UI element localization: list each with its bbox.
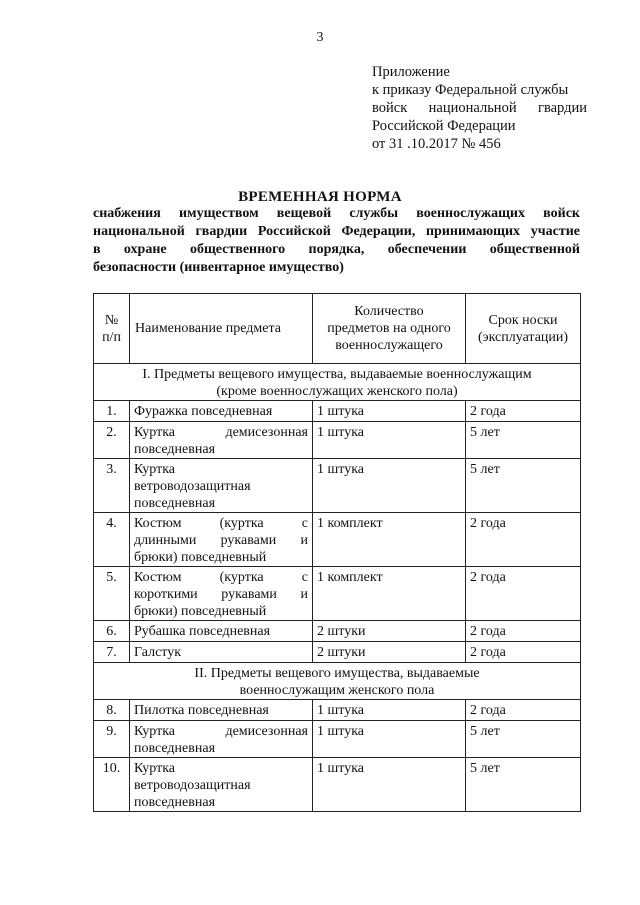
item-name-line: повседневная — [134, 442, 216, 457]
row-number: 1. — [94, 401, 130, 422]
item-name-line: длинными рукавами и — [134, 533, 308, 548]
section-row — [94, 364, 581, 401]
item-name-line: ветроводозащитная — [134, 778, 251, 793]
section-heading-line: I. Предметы вещевого имущества, выдаваемые военнослужащим — [142, 367, 532, 382]
item-name-line: брюки) повседневный — [134, 550, 267, 565]
row-number: 8. — [94, 700, 130, 721]
item-quantity: 1 комплект — [313, 567, 466, 621]
item-term: 2 года — [466, 567, 581, 621]
table-row — [94, 642, 581, 663]
item-name — [130, 700, 313, 721]
table-row — [94, 459, 581, 513]
section-row — [94, 663, 581, 700]
subtitle-line: в охране общественного порядка, обеспечении общественной — [93, 242, 580, 257]
item-quantity: 1 комплект — [313, 513, 466, 567]
item-quantity: 1 штука — [313, 700, 466, 721]
item-name-line: брюки) повседневный — [134, 604, 267, 619]
item-quantity: 1 штука — [313, 422, 466, 459]
header-quantity-line: Количество — [354, 304, 424, 319]
table-row — [94, 700, 581, 721]
item-name-line: Костюм (куртка с — [134, 570, 308, 585]
item-quantity: 1 штука — [313, 758, 466, 812]
item-name-line: повседневная — [134, 795, 216, 810]
item-name-line: Костюм (куртка с — [134, 516, 308, 531]
table-row — [94, 721, 581, 758]
item-name-line: Галстук — [134, 645, 182, 660]
document-subtitle — [93, 205, 580, 277]
appendix-line: Приложение — [372, 64, 450, 80]
subtitle-line: безопасности (инвентарное имущество) — [93, 260, 344, 275]
item-name-line: Куртка демисезонная — [134, 425, 308, 440]
item-name-line: Рубашка повседневная — [134, 624, 271, 639]
appendix-line: войск национальной гвардии — [372, 100, 587, 116]
item-term: 5 лет — [466, 459, 581, 513]
item-term: 2 года — [466, 642, 581, 663]
header-term-line: Срок носки — [488, 312, 558, 328]
item-name-line: повседневная — [134, 496, 216, 511]
item-name-line: повседневная — [134, 741, 216, 756]
page-number: 3 — [316, 30, 324, 45]
subtitle-line: снабжения имуществом вещевой службы военнослужащих войск — [93, 206, 580, 221]
section-1-heading — [94, 364, 581, 401]
row-number: 7. — [94, 642, 130, 663]
appendix-line: к приказу Федеральной службы — [372, 82, 569, 98]
header-term-line: (эксплуатации) — [477, 329, 569, 345]
item-quantity: 1 штука — [313, 401, 466, 422]
item-term: 2 года — [466, 700, 581, 721]
row-number: 4. — [94, 513, 130, 567]
item-quantity: 2 штуки — [313, 621, 466, 642]
appendix-line: Российской Федерации — [372, 118, 516, 134]
item-term: 2 года — [466, 621, 581, 642]
header-quantity-line: военнослужащего — [335, 338, 443, 353]
document-title: ВРЕМЕННАЯ НОРМА — [238, 189, 402, 205]
row-number: 10. — [94, 758, 130, 812]
header-quantity-line: предметов на одного — [327, 321, 451, 336]
item-quantity: 1 штука — [313, 459, 466, 513]
row-number: 3. — [94, 459, 130, 513]
section-2-heading — [94, 663, 581, 700]
section-heading-line: военнослужащим женского пола — [239, 683, 435, 698]
table-row — [94, 401, 581, 422]
header-name: Наименование предмета — [130, 294, 313, 364]
table-row — [94, 567, 581, 621]
item-term: 2 года — [466, 513, 581, 567]
item-name-line: Пилотка повседневная — [134, 703, 269, 718]
section-heading-line: (кроме военнослужащих женского пола) — [216, 384, 458, 399]
item-name — [130, 567, 313, 621]
item-term: 5 лет — [466, 758, 581, 812]
item-name — [130, 721, 313, 758]
header-term — [466, 294, 581, 364]
table-row — [94, 758, 581, 812]
item-name-line: короткими рукавами и — [134, 587, 308, 602]
row-number: 5. — [94, 567, 130, 621]
item-term: 5 лет — [466, 721, 581, 758]
header-quantity — [313, 294, 466, 364]
item-name-line: Куртка — [134, 761, 176, 776]
table-row — [94, 422, 581, 459]
header-number — [94, 294, 130, 364]
appendix-order-line: от 31 .10.2017 № 456 — [372, 136, 501, 152]
row-number: 2. — [94, 422, 130, 459]
item-name — [130, 642, 313, 663]
item-name — [130, 401, 313, 422]
row-number: 9. — [94, 721, 130, 758]
table-row — [94, 513, 581, 567]
table-row — [94, 621, 581, 642]
item-name — [130, 513, 313, 567]
item-name-line: ветроводозащитная — [134, 479, 251, 494]
item-name — [130, 621, 313, 642]
item-name-line: Куртка — [134, 462, 176, 477]
norm-table — [93, 293, 581, 812]
header-number-line: п/п — [102, 329, 121, 345]
item-quantity: 2 штуки — [313, 642, 466, 663]
item-name-line: Фуражка повседневная — [134, 404, 273, 419]
item-term: 2 года — [466, 401, 581, 422]
item-name — [130, 459, 313, 513]
item-term: 5 лет — [466, 422, 581, 459]
appendix-block — [372, 63, 587, 153]
item-name — [130, 422, 313, 459]
section-heading-line: II. Предметы вещевого имущества, выдаваемые — [194, 666, 480, 681]
row-number: 6. — [94, 621, 130, 642]
item-name — [130, 758, 313, 812]
item-quantity: 1 штука — [313, 721, 466, 758]
table-header-row — [94, 294, 581, 364]
item-name-line: Куртка демисезонная — [134, 724, 308, 739]
subtitle-line: национальной гвардии Российской Федерации, принимающих участие — [93, 224, 580, 239]
header-number-line: № — [104, 312, 119, 328]
